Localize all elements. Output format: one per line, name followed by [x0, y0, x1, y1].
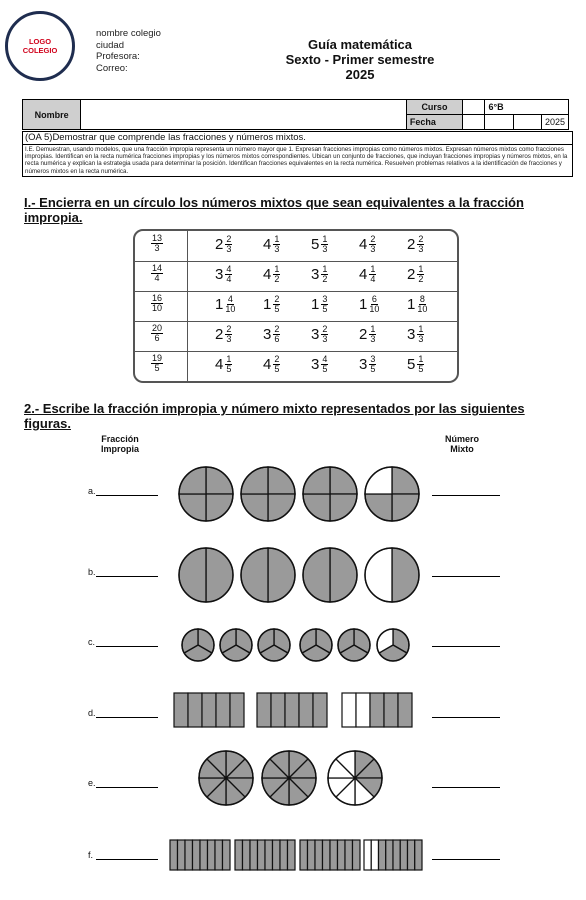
mixed-fraction: $\frac{1}{2}$: [418, 264, 424, 284]
col-left-line-2: Impropia: [100, 444, 139, 454]
bar-segment: [185, 840, 193, 870]
bar-segment: [235, 840, 243, 870]
title-line-1: Guía matemática: [307, 37, 413, 52]
mixed-fraction: $\frac{2}{3}$: [226, 324, 232, 344]
circle-sector: [179, 548, 206, 602]
bar-segment: [393, 840, 400, 870]
bar-segment: [356, 693, 370, 727]
circle-sector: [268, 548, 295, 602]
bar-segment: [243, 840, 251, 870]
mixed-fraction: $\frac{2}{3}$: [226, 234, 232, 254]
bar-segment: [273, 840, 281, 870]
bar-segment: [202, 693, 216, 727]
fecha-label: Fecha: [406, 115, 462, 130]
fecha-year: 2025: [541, 115, 568, 130]
mixed-whole: 3: [311, 356, 320, 373]
bar-segment: [178, 840, 186, 870]
mixed-fraction: $\frac{2}{5}$: [274, 354, 280, 374]
mixed-whole: 4: [215, 356, 224, 373]
bar-segment: [299, 693, 313, 727]
bar-segment: [315, 840, 323, 870]
mixed-fraction: $\frac{1}{5}$: [418, 354, 424, 374]
mixed-fraction: $\frac{2}{3}$: [418, 234, 424, 254]
mixed-whole: 4: [263, 356, 272, 373]
bar-segment: [364, 840, 371, 870]
mixed-whole: 2: [407, 236, 416, 253]
curso-label: Curso: [406, 100, 462, 115]
question-1-title: I.- Encierra en un círculo los números mixtos que sean equivalentes a la fracción impropia.: [24, 195, 524, 225]
mixed-whole: 4: [263, 266, 272, 283]
bar-segment: [353, 840, 361, 870]
improper-fraction-value: $\frac{13}{3}$: [152, 233, 163, 253]
circle-sector: [392, 548, 419, 602]
bar-segment: [345, 840, 353, 870]
mixed-fraction: $\frac{6}{10}$: [369, 294, 380, 314]
mixed-fraction: $\frac{2}{3}$: [322, 324, 328, 344]
bar-segment: [193, 840, 201, 870]
figure-label: a.: [88, 486, 96, 496]
mixed-whole: 3: [359, 356, 368, 373]
bar-segment: [300, 840, 308, 870]
mixed-whole: 3: [263, 326, 272, 343]
mixed-whole: 3: [215, 266, 224, 283]
mixed-whole: 3: [311, 326, 320, 343]
bar-segment: [223, 840, 231, 870]
mixed-whole: 5: [407, 356, 416, 373]
improper-fraction-value: $\frac{14}{4}$: [152, 263, 163, 283]
bar-segment: [408, 840, 415, 870]
col-left-line-1: Fracción: [101, 434, 139, 444]
mixed-fraction: $\frac{4}{10}$: [225, 294, 236, 314]
bar-segment: [379, 840, 386, 870]
circle-sector: [241, 548, 268, 602]
title-line-3: 2025: [345, 67, 375, 82]
nombre-label: Nombre: [23, 100, 81, 130]
bar-segment: [338, 840, 346, 870]
improper-fraction-value: $\frac{20}{6}$: [152, 323, 163, 343]
bar-segment: [371, 840, 378, 870]
improper-fraction-value: $\frac{16}{10}$: [152, 293, 163, 313]
mixed-fraction: $\frac{1}{3}$: [322, 234, 328, 254]
mixed-whole: 1: [359, 296, 368, 313]
curso-value[interactable]: 6°B: [485, 100, 569, 115]
bar-segment: [265, 840, 273, 870]
title-line-2: Sexto - Primer semestre: [285, 52, 435, 67]
mixed-whole: 2: [359, 326, 368, 343]
bar-segment: [342, 693, 356, 727]
col-right-line-2: Mixto: [450, 444, 474, 454]
bar-segment: [271, 693, 285, 727]
mixed-whole: 2: [215, 236, 224, 253]
logo-text-2: COLEGIO: [22, 46, 58, 55]
bar-segment: [288, 840, 296, 870]
bar-segment: [200, 840, 208, 870]
figure-label: f.: [88, 850, 94, 860]
bar-segment: [398, 693, 412, 727]
mixed-whole: 4: [359, 236, 368, 253]
mixed-whole: 1: [407, 296, 416, 313]
figure-label: d.: [88, 708, 96, 718]
question-2-title: 2.- Escribe la fracción impropia y número mixto representados por las siguientes figuras.: [24, 401, 525, 431]
mixed-whole: 4: [263, 236, 272, 253]
bar-segment: [174, 693, 188, 727]
circle-sector: [365, 548, 392, 602]
objective-text: (OA 5)Demostrar que comprende las fracciones y números mixtos.: [22, 131, 573, 145]
bar-segment: [400, 840, 407, 870]
school-city: ciudad: [96, 39, 124, 51]
mixed-fraction: $\frac{1}{3}$: [370, 324, 376, 344]
mixed-fraction: $\frac{1}{3}$: [274, 234, 280, 254]
mixed-fraction: $\frac{4}{4}$: [226, 264, 232, 284]
mixed-whole: 4: [359, 266, 368, 283]
mixed-whole: 1: [215, 296, 224, 313]
bar-segment: [415, 840, 422, 870]
mixed-whole: 5: [311, 236, 320, 253]
bar-segment: [258, 840, 266, 870]
mixed-fraction: $\frac{8}{10}$: [417, 294, 428, 314]
bar-segment: [280, 840, 288, 870]
mixed-fraction: $\frac{1}{5}$: [226, 354, 232, 374]
bar-segment: [230, 693, 244, 727]
bar-segment: [208, 840, 216, 870]
bar-segment: [188, 693, 202, 727]
bar-segment: [216, 693, 230, 727]
mixed-whole: 3: [311, 266, 320, 283]
mixed-fraction: $\frac{3}{5}$: [322, 294, 328, 314]
bar-segment: [250, 840, 258, 870]
figure-label: c.: [88, 637, 96, 647]
bar-segment: [285, 693, 299, 727]
figure-label: b.: [88, 567, 96, 577]
indicators-text: I.E. Demuestran, usando modelos, que una fracción impropia representa un número mayor que 1. Expresan fracciones impropias como números mixtos. Expresan números mixtos como fracciones impropias. Identifican en la recta numérica fracciones impropias y los números mixtos correspondientes. Ubican un conjunto de fracciones, que incluyan fracciones impropias y números mixtos, en la recta numérica y explican la estrategia usada para determinar la posición. Identifican fracciones equivalentes en la recta numérica. Resuelven problemas relativos a la identificación de fracciones y números mixtos en la recta numérica.: [22, 145, 573, 177]
bar-segment: [370, 693, 384, 727]
email-label: Correo:: [96, 62, 128, 74]
circle-sector: [303, 548, 330, 602]
bar-segment: [384, 693, 398, 727]
mixed-fraction: $\frac{2}{3}$: [370, 234, 376, 254]
circle-sector: [330, 548, 357, 602]
circle-sector: [206, 548, 233, 602]
mixed-whole: 2: [407, 266, 416, 283]
bar-segment: [215, 840, 223, 870]
bar-segment: [386, 840, 393, 870]
bar-segment: [330, 840, 338, 870]
mixed-fraction: $\frac{1}{2}$: [274, 264, 280, 284]
mixed-whole: 1: [311, 296, 320, 313]
improper-fraction-value: $\frac{19}{5}$: [152, 353, 163, 373]
logo-text-1: LOGO: [28, 37, 52, 46]
teacher-label: Profesora:: [96, 51, 140, 62]
mixed-fraction: $\frac{1}{2}$: [322, 264, 328, 284]
mixed-whole: 3: [407, 326, 416, 343]
mixed-fraction: $\frac{2}{6}$: [274, 324, 280, 344]
bar-segment: [170, 840, 178, 870]
mixed-whole: 2: [215, 326, 224, 343]
bar-segment: [313, 693, 327, 727]
mixed-fraction: $\frac{2}{5}$: [274, 294, 280, 314]
col-right-line-1: Número: [444, 434, 479, 444]
bar-segment: [308, 840, 316, 870]
mixed-fraction: $\frac{1}{3}$: [418, 324, 424, 344]
mixed-whole: 1: [263, 296, 272, 313]
bar-segment: [323, 840, 331, 870]
mixed-fraction: $\frac{3}{5}$: [370, 354, 376, 374]
bar-segment: [257, 693, 271, 727]
school-name: nombre colegio: [96, 28, 161, 39]
figure-label: e.: [88, 778, 96, 788]
mixed-fraction: $\frac{4}{5}$: [322, 354, 328, 374]
mixed-fraction: $\frac{1}{4}$: [370, 264, 376, 284]
